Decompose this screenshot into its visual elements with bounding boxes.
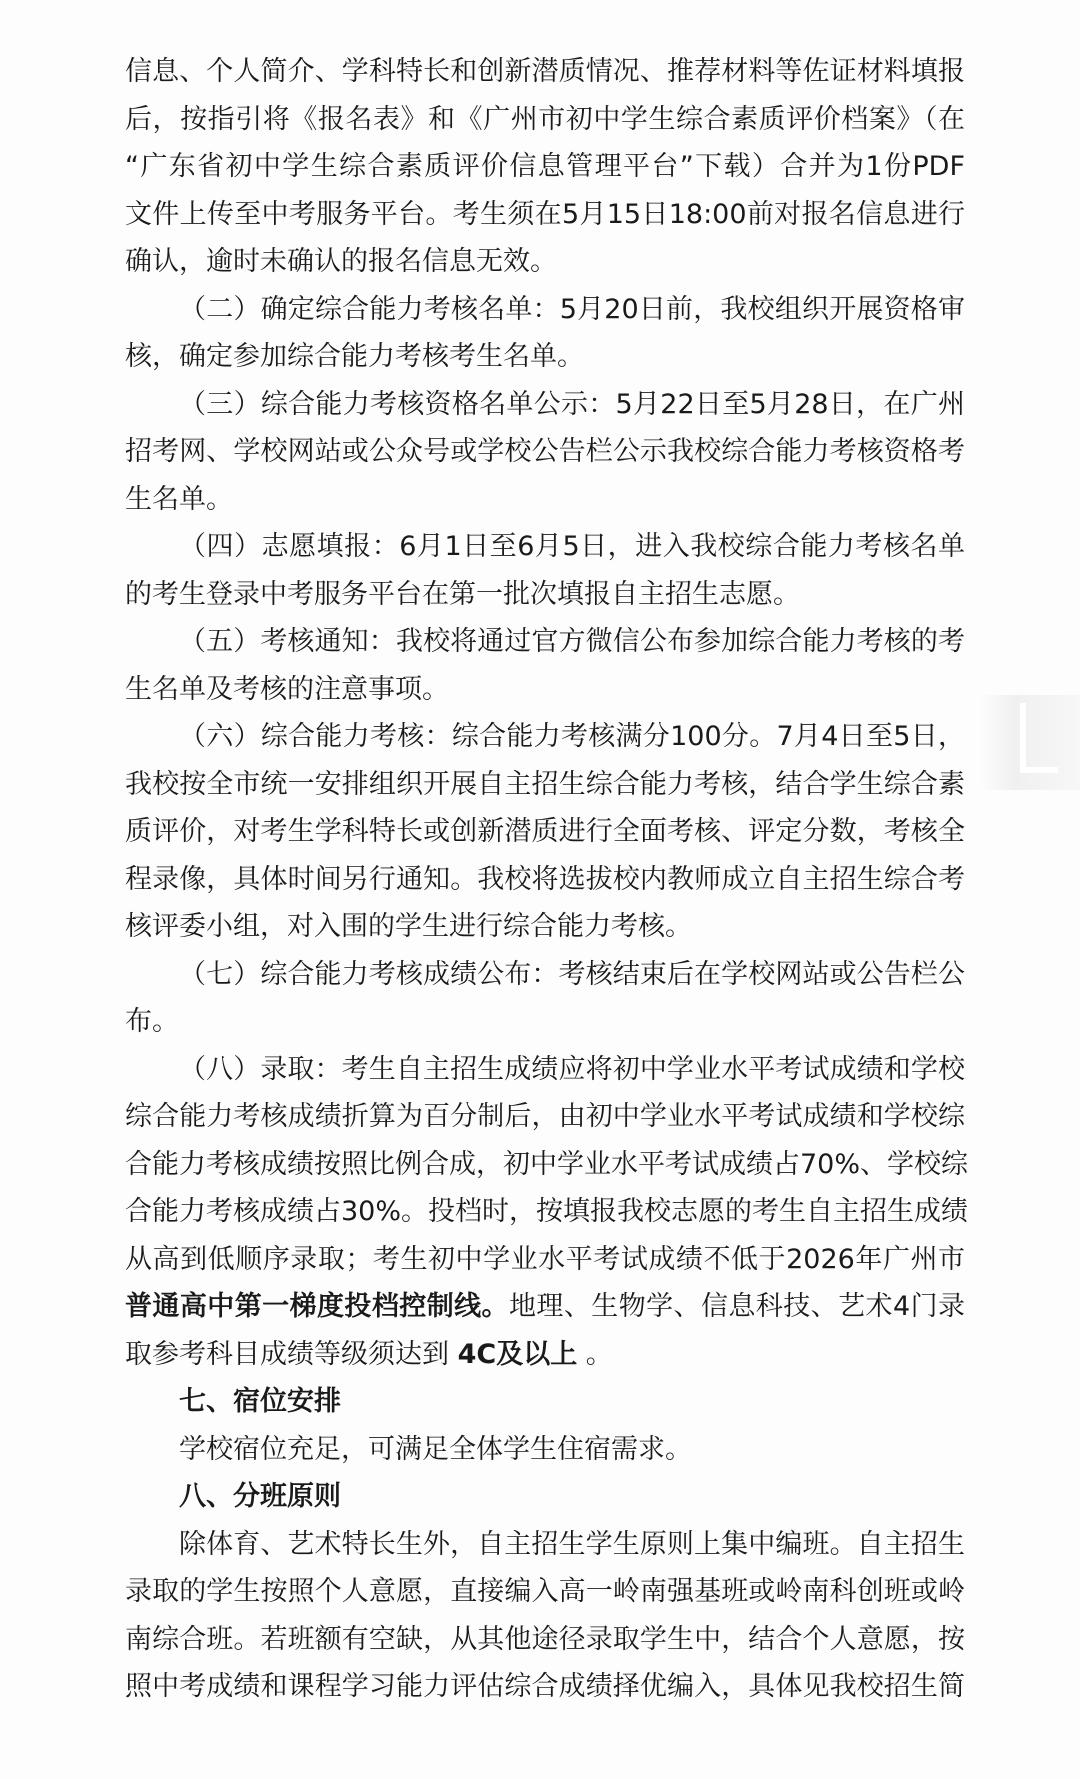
text-line: 信息、个人简介、学科特长和创新潜质情况、推荐材料等佐证材料填报 bbox=[125, 56, 965, 87]
text-line: 南综合班。若班额有空缺，从其他途径录取学生中，结合个人意愿，按 bbox=[125, 1623, 965, 1655]
paragraph-group bbox=[125, 1521, 965, 1711]
text-segment: 。 bbox=[577, 1338, 613, 1370]
text-line: 确认，逾时未确认的报名信息无效。 bbox=[125, 246, 557, 277]
text-line: 生名单。 bbox=[125, 483, 233, 515]
text-segment: 地理、生物学、信息科技、艺术4门录 bbox=[508, 1291, 965, 1322]
text-line: 文件上传至中考服务平台。考生须在5月15日18:00前对报名信息进行 bbox=[125, 198, 965, 230]
text-line: 核评委小组，对入围的学生进行综合能力考核。 bbox=[125, 911, 692, 942]
text-line: 照中考成绩和课程学习能力评估综合成绩择优编入，具体见我校招生简 bbox=[125, 1671, 965, 1702]
bold-text-grade: 4C及以上 bbox=[457, 1338, 578, 1370]
text-line: （二）确定综合能力考核名单：5月20日前，我校组织开展资格审 bbox=[179, 293, 965, 325]
paragraph-group bbox=[125, 48, 969, 1283]
text-line: 核，确定参加综合能力考核考生名单。 bbox=[125, 341, 584, 372]
bracket-shape bbox=[1020, 703, 1058, 773]
text-line: （六）综合能力考核：综合能力考核满分100分。7月4日至5日， bbox=[179, 721, 965, 752]
section-body-dormitory: 学校宿位充足，可满足全体学生住宿需求。 bbox=[179, 1433, 692, 1465]
text-line: 的考生登录中考服务平台在第一批次填报自主招生志愿。 bbox=[125, 578, 800, 610]
text-line-mixed bbox=[125, 1331, 965, 1379]
text-line: 合能力考核成绩按照比例合成，初中学业水平考试成绩占70%、学校综 bbox=[125, 1148, 969, 1180]
document-body bbox=[125, 48, 969, 1711]
text-segment: 取参考科目成绩等级须达到 bbox=[125, 1338, 458, 1370]
text-line: 综合能力考核成绩折算为百分制后，由初中学业水平考试成绩和学校综 bbox=[125, 1101, 965, 1132]
text-line: （五）考核通知：我校将通过官方微信公布参加综合能力考核的考 bbox=[179, 626, 965, 657]
text-line: （七）综合能力考核成绩公布：考核结束后在学校网站或公告栏公 bbox=[179, 958, 965, 990]
text-line: 录取的学生按照个人意愿，直接编入高一岭南强基班或岭南科创班或岭 bbox=[125, 1576, 965, 1607]
text-line: 质评价，对考生学科特长或创新潜质进行全面考核、评定分数，考核全 bbox=[125, 816, 965, 847]
text-line: 我校按全市统一安排组织开展自主招生综合能力考核，结合学生综合素 bbox=[125, 768, 965, 800]
text-line: 合能力考核成绩占30%。投档时，按填报我校志愿的考生自主招生成绩 bbox=[125, 1196, 969, 1227]
section-heading-class-division: 八、分班原则 bbox=[179, 1481, 341, 1512]
text-line: 程录像，具体时间另行通知。我校将选拔校内教师成立自主招生综合考 bbox=[125, 863, 965, 895]
text-line-mixed bbox=[125, 1283, 965, 1331]
text-line: 除体育、艺术特长生外，自主招生学生原则上集中编班。自主招生 bbox=[179, 1528, 965, 1560]
text-line: 后，按指引将《报名表》和《广州市初中学生综合素质评价档案》（在 bbox=[125, 103, 965, 135]
text-line: 布。 bbox=[125, 1006, 179, 1037]
edge-artifact bbox=[980, 695, 1080, 790]
text-line: 招考网、学校网站或公众号或学校公告栏公示我校综合能力考核资格考 bbox=[125, 436, 965, 467]
text-line: 从高到低顺序录取；考生初中学业水平考试成绩不低于2026年广州市 bbox=[125, 1243, 965, 1275]
text-line: （四）志愿填报：6月1日至6月5日，进入我校综合能力考核名单 bbox=[179, 531, 965, 562]
bold-text-control-line: 普通高中第一梯度投档控制线。 bbox=[125, 1291, 509, 1322]
text-line: “广东省初中学生综合素质评价信息管理平台”下载）合并为1份PDF bbox=[125, 151, 965, 182]
text-line: 生名单及考核的注意事项。 bbox=[125, 673, 449, 705]
text-line: （八）录取：考生自主招生成绩应将初中学业水平考试成绩和学校 bbox=[179, 1053, 965, 1085]
section-heading-dormitory: 七、宿位安排 bbox=[179, 1386, 341, 1417]
text-line: （三）综合能力考核资格名单公示：5月22日至5月28日，在广州 bbox=[179, 388, 965, 420]
